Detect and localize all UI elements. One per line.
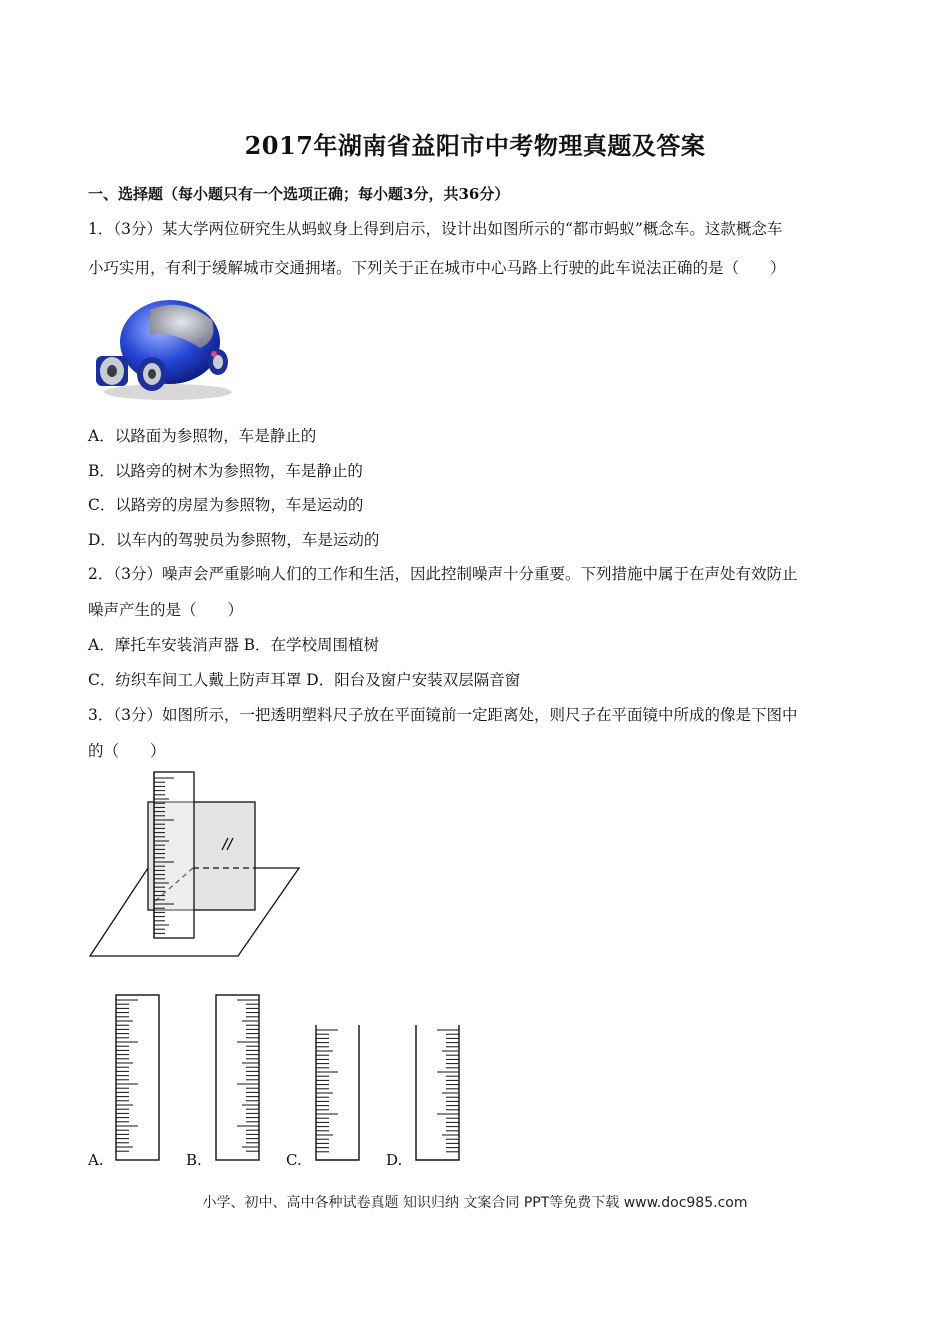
q3-text-line2: 的（ ） [88,742,166,760]
q3-option-b-label: B. [186,1151,202,1169]
page-title: 2017年湖南省益阳市中考物理真题及答案 [244,131,706,160]
page-footer: 小学、初中、高中各种试卷真题 知识归纳 文案合同 PPT等免费下载 www.doc985.com [202,1195,748,1211]
q2-options-row1: A．摩托车安装消声器 B．在学校周围植树 [88,636,380,654]
q3-option-c-label: C. [286,1151,302,1169]
q1-option-d: D．以车内的驾驶员为参照物，车是运动的 [88,531,380,549]
q1-option-c: C．以路旁的房屋为参照物，车是运动的 [88,496,364,514]
q2-text-line2: 噪声产生的是（ ） [88,601,244,619]
q1-text-line1: 1．（3分）某大学两位研究生从蚂蚁身上得到启示，设计出如图所示的“都市蚂蚁”概念车。这款概念车 [88,220,783,238]
q2-options-row2: C．纺织车间工人戴上防声耳罩 D．阳台及窗户安装双层隔音窗 [88,671,521,689]
q3-option-b-ruler [214,994,262,1162]
q3-text-line1: 3．（3分）如图所示，一把透明塑料尺子放在平面镜前一定距离处，则尺子在平面镜中所成的像是下图中 [88,706,798,724]
q3-option-c-ruler [314,1024,362,1162]
concept-car-image [90,292,240,402]
q2-text-line1: 2．（3分）噪声会严重影响人们的工作和生活，因此控制噪声十分重要。下列措施中属于在声处有效防止 [88,565,798,583]
q3-option-d-ruler [414,1024,462,1162]
q1-option-b: B．以路旁的树木为参照物，车是静止的 [88,462,363,480]
q1-text-line2: 小巧实用，有利于缓解城市交通拥堵。下列关于正在城市中心马路上行驶的此车说法正确的是（ ） [88,259,786,277]
q3-option-a-ruler [114,994,162,1162]
section-header: 一、选择题（每小题只有一个选项正确；每小题3分，共36分） [88,185,510,203]
q3-option-d-label: D. [386,1151,403,1169]
q3-option-a-label: A. [88,1151,104,1169]
ruler [154,772,194,938]
mirror-ruler-diagram [88,770,303,960]
q1-option-a: A．以路面为参照物，车是静止的 [88,427,317,445]
